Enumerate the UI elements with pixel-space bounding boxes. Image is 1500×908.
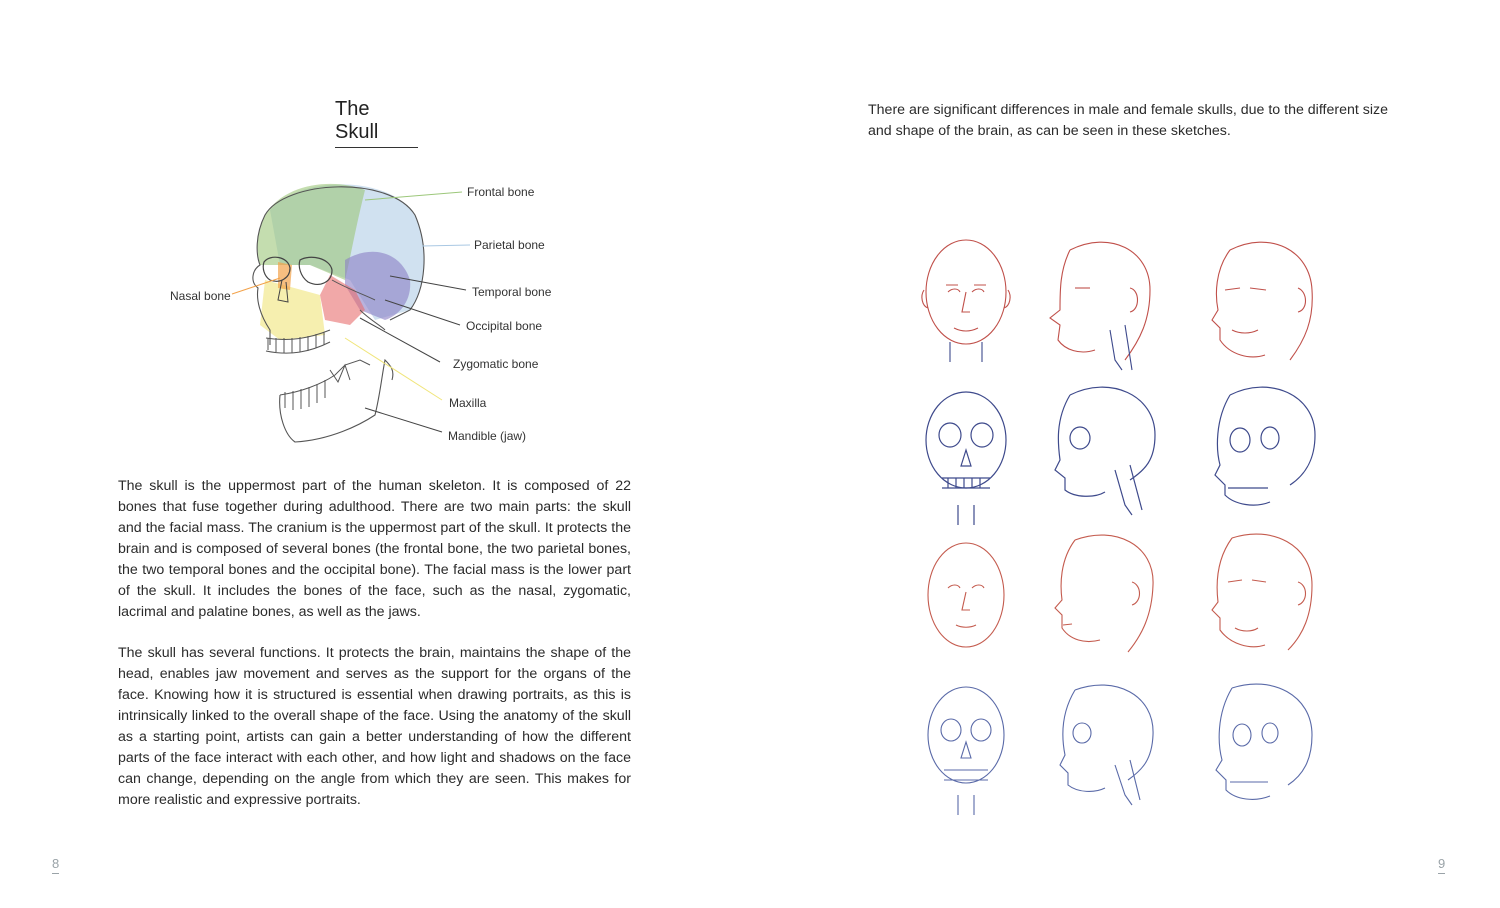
label-zygomatic-bone: Zygomatic bone: [453, 357, 539, 371]
page-title: The Skull: [335, 98, 418, 148]
label-maxilla: Maxilla: [449, 396, 487, 410]
skull-illustration: [160, 170, 580, 460]
skull-diagram: [160, 170, 580, 460]
label-temporal-bone: Temporal bone: [472, 285, 552, 299]
female-head-three-quarter-sketch: [1212, 534, 1312, 650]
label-occipital-bone: Occipital bone: [466, 319, 543, 333]
male-skull-profile-sketch: [1055, 387, 1155, 515]
male-head-profile-sketch: [1050, 242, 1150, 370]
label-nasal-bone: Nasal bone: [170, 289, 231, 303]
intro-text: There are significant differences in male and female skulls, due to the different size and shape of the brain, as can be seen in these sketches.: [868, 102, 1388, 139]
female-skull-three-quarter-sketch: [1216, 684, 1312, 799]
male-skull-three-quarter-sketch: [1215, 387, 1315, 505]
female-skull-profile-sketch: [1060, 685, 1153, 805]
paragraph-1: The skull is the uppermost part of the human skeleton. It is composed of 22 bones that fuse together during adulthood. There are two main parts: the skull and the facial mass. The cranium is the uppermost part of the skull. It protects the brain and is composed of several bones (the frontal bone, the two parietal bones, the two temporal bones and the occipital bone). The facial mass is the lower part of the skull. It includes the bones of the face, such as the nasal, zygomatic, lacrimal and palatine bones, as well as the jaws.: [118, 478, 631, 620]
label-frontal-bone: Frontal bone: [467, 185, 535, 199]
male-head-front-sketch: [922, 240, 1010, 362]
paragraph-2: The skull has several functions. It protects the brain, maintains the shape of the head, enables jaw movement and serves as the support for the organs of the face. Knowing how it is structured is essential when drawing portraits, as this is intrinsically linked to the overall shape of the face. Using the anatomy of the skull as a starting point, artists can gain a better understanding of how the different parts of the face interact with each other, and how light and shadows on the face can change, depending on the angle from which they are seen. This makes for more realistic and expressive portraits.: [118, 645, 631, 808]
page-number-left: 8: [52, 856, 59, 874]
label-parietal-bone: Parietal bone: [474, 238, 545, 252]
skull-sketch-grid: [910, 230, 1330, 820]
male-head-three-quarter-sketch: [1212, 242, 1312, 360]
page-number-right: 9: [1438, 856, 1445, 874]
female-head-front-sketch: [928, 543, 1004, 647]
label-mandible: Mandible (jaw): [448, 429, 527, 443]
female-head-profile-sketch: [1055, 535, 1153, 652]
right-page: [750, 0, 1500, 908]
female-skull-front-sketch: [928, 687, 1004, 815]
male-skull-front-sketch: [926, 392, 1006, 525]
sketch-grid-svg: [910, 230, 1330, 820]
